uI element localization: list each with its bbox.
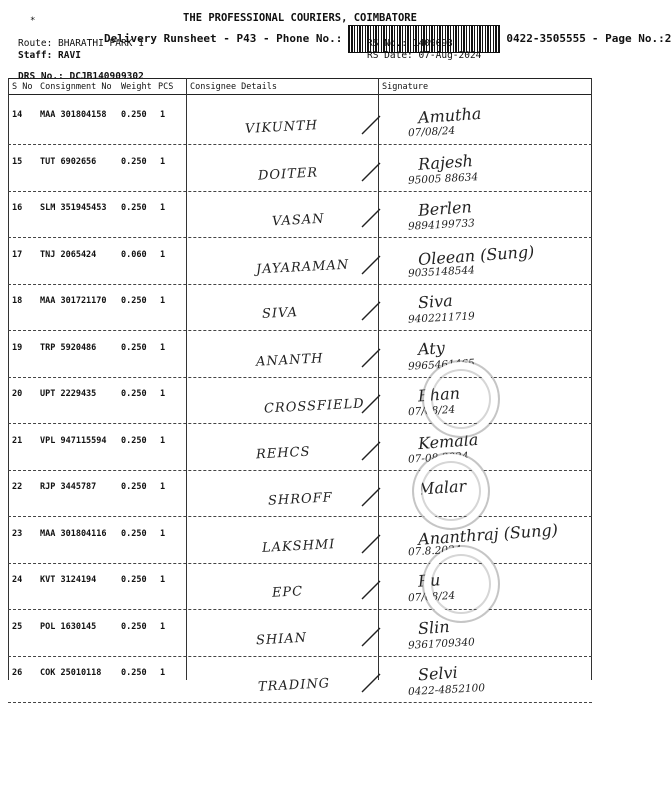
row-weight: 0.250 [121, 203, 147, 213]
table-row [0, 563, 600, 614]
table-row [0, 145, 600, 196]
tick-mark-icon [358, 484, 384, 510]
row-consignment: RJP 3445787 [40, 482, 97, 492]
row-pcs: 1 [160, 249, 166, 260]
tick-mark-icon [358, 577, 384, 603]
row-pcs: 1 [160, 156, 166, 167]
signature-note: 9402211719 [407, 310, 476, 326]
row-weight: 0.250 [121, 435, 147, 446]
row-signature [400, 337, 590, 379]
row-sno: 20 [12, 389, 23, 399]
row-pcs: 1 [160, 528, 166, 539]
tick-mark-icon [358, 531, 384, 557]
row-weight: 0.250 [121, 528, 147, 539]
route: Route: BHARATHI PARK 1 [18, 38, 144, 49]
row-sno: 22 [12, 482, 23, 492]
meta-left [18, 38, 144, 83]
row-consignee-handwritten: LAKSHMI [261, 536, 336, 556]
row-consignee-handwritten: CROSSFIELD [263, 396, 366, 417]
header-consignee: Consignee Details [190, 82, 277, 92]
subtitle-left: Delivery Runsheet - P43 - Phone No.: [104, 32, 343, 45]
drs-number: DRS No.: DCJB140909302 [18, 71, 144, 82]
header-signature: Signature [382, 82, 429, 92]
row-pcs: 1 [160, 296, 166, 306]
staff: Staff: RAVI [18, 50, 81, 61]
signature-note: 9035148544 [407, 263, 476, 280]
tick-mark-icon [358, 252, 384, 278]
row-consignment: TRP 5920486 [40, 342, 97, 353]
row-consignment: COK 25010118 [40, 668, 102, 678]
row-signature [400, 662, 590, 704]
signature-name: Bhan [417, 383, 461, 406]
header-consignment: Consignment No [40, 82, 112, 92]
row-consignee-handwritten: ANANTH [255, 350, 324, 370]
row-weight: 0.250 [121, 668, 147, 678]
table-top-border [8, 78, 592, 79]
row-weight: 0.250 [121, 342, 147, 353]
table-row [0, 517, 600, 568]
row-signature [400, 197, 590, 239]
row-divider [8, 702, 592, 703]
row-weight: 0.250 [121, 389, 147, 399]
signature-note: 07/08/24 [407, 589, 456, 605]
row-sno: 18 [12, 296, 23, 306]
row-sno: 21 [12, 435, 23, 446]
signature-note: 0422-4852100 [407, 681, 486, 699]
row-signature [400, 104, 590, 146]
row-sno: 26 [12, 668, 23, 678]
row-consignee-handwritten: REHCS [255, 444, 311, 462]
signature-note: 95005 88634 [407, 170, 479, 187]
tick-mark-icon [358, 670, 384, 696]
header-weight: Weight [121, 82, 152, 92]
tick-mark-icon [358, 345, 384, 371]
row-consignee-handwritten: VASAN [271, 211, 325, 230]
company-title: THE PROFESSIONAL COURIERS, COIMBATORE [183, 12, 417, 24]
signature-name: Ananthraj (Sung) [417, 519, 559, 549]
company-stamp [412, 452, 490, 530]
row-weight: 0.250 [121, 296, 147, 306]
row-pcs: 1 [160, 110, 166, 120]
row-consignee-handwritten: EPC [271, 584, 304, 601]
row-sno: 23 [12, 528, 23, 539]
row-consignment: UPT 2229435 [40, 389, 97, 399]
row-pcs: 1 [160, 389, 166, 399]
signature-name: Aty [417, 337, 446, 359]
tick-mark-icon [358, 624, 384, 650]
row-sno: 15 [12, 156, 23, 167]
table-row [0, 470, 600, 521]
signature-name: Berlen [417, 197, 473, 220]
row-consignment: TUT 6902656 [40, 156, 97, 167]
tick-mark-icon [358, 159, 384, 185]
row-weight: 0.250 [121, 575, 147, 585]
row-pcs: 1 [160, 621, 166, 632]
signature-name: Rajesh [417, 150, 474, 174]
signature-name: Malar [417, 476, 467, 499]
row-consignment: SLM 351945453 [40, 203, 107, 213]
row-signature [400, 519, 590, 565]
tick-mark-icon [358, 298, 384, 324]
table-row [0, 377, 600, 428]
row-weight: 0.060 [121, 249, 147, 260]
row-consignee-handwritten: SHIAN [255, 630, 308, 648]
row-consignee-handwritten: DOITER [257, 164, 319, 184]
row-consignee-handwritten: VIKUNTH [244, 118, 319, 137]
signature-name: Slin [417, 616, 451, 638]
row-pcs: 1 [160, 575, 166, 585]
row-weight: 0.250 [121, 110, 147, 120]
tick-mark-icon [358, 391, 384, 417]
corner-mark: * [30, 16, 36, 26]
signature-note: 07/08/24 [407, 403, 456, 419]
signature-note: 9361709340 [407, 635, 476, 652]
tick-mark-icon [358, 112, 384, 138]
row-consignment: TNJ 2065424 [40, 249, 97, 260]
signature-name: Amutha [417, 103, 482, 128]
table-row [0, 238, 600, 289]
rs-number: RS No.: 1409093 [367, 38, 453, 49]
row-sno: 24 [12, 575, 23, 585]
tick-mark-icon [358, 438, 384, 464]
signature-name: Selvi [417, 662, 459, 685]
table-row [0, 191, 600, 242]
row-consignment: POL 1630145 [40, 621, 97, 632]
row-consignment: MAA 301804116 [40, 528, 107, 539]
signature-name: Kemala [417, 429, 479, 453]
row-consignee-handwritten: SHROFF [267, 490, 334, 509]
table-row [0, 656, 600, 707]
phone-number: 0422-3505555 [506, 32, 586, 45]
row-weight: 0.250 [121, 621, 147, 632]
company-stamp [422, 545, 500, 623]
row-consignment: MAA 301721170 [40, 296, 107, 306]
signature-note: 07-08-2024 [407, 449, 469, 466]
signature-note: 07.8.2024 [407, 543, 462, 558]
row-pcs: 1 [160, 342, 166, 353]
row-signature [400, 241, 590, 286]
table-row [0, 610, 600, 661]
row-consignee-handwritten: SIVA [261, 305, 299, 322]
tick-mark-icon [358, 205, 384, 231]
row-sno: 16 [12, 203, 23, 213]
row-pcs: 1 [160, 203, 166, 213]
row-signature [400, 290, 590, 332]
row-consignee-handwritten: JAYARAMAN [255, 257, 350, 277]
row-consignment: KVT 3124194 [40, 575, 97, 585]
row-consignment: VPL 947115594 [40, 435, 107, 446]
row-sno: 14 [12, 110, 23, 120]
rs-date: RS Date: 07-Aug-2024 [367, 50, 482, 61]
table-header-border [8, 94, 592, 95]
row-consignment: MAA 301804158 [40, 110, 107, 120]
page-number: - Page No.:2 [591, 32, 671, 45]
row-signature [400, 616, 590, 658]
signature-name: Oleean (Sung) [417, 241, 535, 269]
row-pcs: 1 [160, 482, 166, 492]
row-weight: 0.250 [121, 156, 147, 167]
table-row [0, 331, 600, 382]
table-row [0, 284, 600, 335]
table-row [0, 424, 600, 475]
signature-note: 07/08/24 [407, 124, 456, 140]
row-sno: 19 [12, 342, 23, 353]
row-sno: 25 [12, 621, 23, 632]
company-stamp [422, 360, 500, 438]
signature-name: Ru [417, 570, 441, 591]
row-consignee-handwritten: TRADING [257, 676, 331, 695]
header-sno: S No [12, 82, 33, 92]
signature-note: 9965461465 [407, 356, 476, 373]
table-row [0, 98, 600, 149]
row-pcs: 1 [160, 668, 166, 678]
meta-right [367, 38, 481, 62]
row-sno: 17 [12, 249, 23, 260]
row-pcs: 1 [160, 435, 166, 446]
row-weight: 0.250 [121, 482, 147, 492]
signature-name: Siva [417, 290, 454, 313]
signature-note: 9894199733 [407, 217, 476, 233]
header-pcs: PCS [158, 82, 174, 92]
row-signature [400, 151, 590, 193]
